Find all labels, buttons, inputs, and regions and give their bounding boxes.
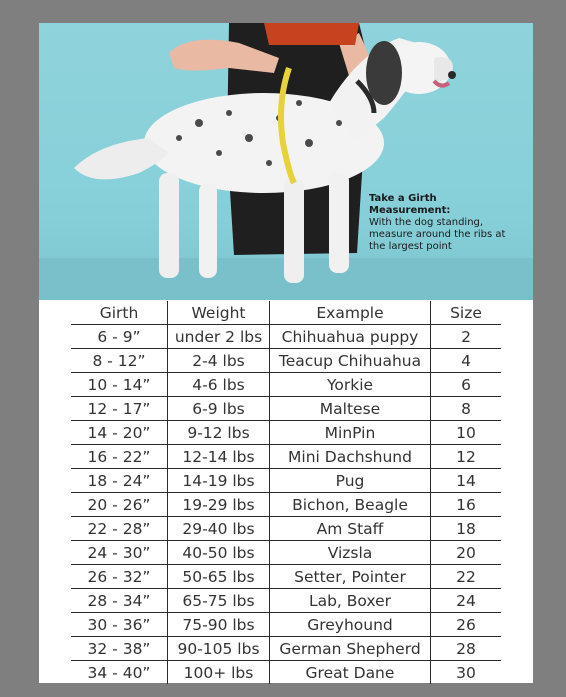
table-row	[71, 493, 501, 517]
header-size: Size	[431, 301, 502, 325]
cell-girth: 8 - 12”	[71, 349, 168, 373]
cell-example: Pug	[270, 469, 431, 493]
cell-example: MinPin	[270, 421, 431, 445]
cell-weight: 2-4 lbs	[168, 349, 270, 373]
cell-example: Bichon, Beagle	[270, 493, 431, 517]
cell-girth: 16 - 22”	[71, 445, 168, 469]
cell-weight: 65-75 lbs	[168, 589, 270, 613]
table-row	[71, 565, 501, 589]
cell-girth: 22 - 28”	[71, 517, 168, 541]
cell-size: 30	[456, 663, 476, 682]
cell-weight: 12-14 lbs	[168, 445, 270, 469]
cell-example: German Shepherd	[270, 637, 431, 661]
cell-girth: 30 - 36”	[71, 613, 168, 637]
cell-weight: 6-9 lbs	[168, 397, 270, 421]
table-header-row	[71, 301, 501, 325]
cell-weight: 75-90 lbs	[168, 613, 270, 637]
cell-girth: 32 - 38”	[71, 637, 168, 661]
cell-weight: 40-50 lbs	[168, 541, 270, 565]
cell-size: 6	[431, 373, 502, 397]
table-row	[71, 589, 501, 613]
cell-example: Lab, Boxer	[270, 589, 431, 613]
cell-example: Yorkie	[270, 373, 431, 397]
dog-measurement-photo	[39, 23, 533, 300]
cell-size: 22	[431, 565, 502, 589]
cell-size: 14	[431, 469, 502, 493]
cell-weight: 19-29 lbs	[168, 493, 270, 517]
cell-size: 8	[431, 397, 502, 421]
cell-size: 20	[431, 541, 502, 565]
cell-girth: 20 - 26”	[71, 493, 168, 517]
cell-size: 28	[431, 637, 502, 661]
table-row	[71, 637, 501, 661]
cell-weight: 4-6 lbs	[168, 373, 270, 397]
cell-weight: 100+ lbs	[168, 661, 270, 685]
cell-girth: 10 - 14”	[71, 373, 168, 397]
cell-weight: 90-105 lbs	[168, 637, 270, 661]
cell-example: Am Staff	[270, 517, 431, 541]
table-row	[71, 349, 501, 373]
table-row	[71, 445, 501, 469]
cell-size: 16	[431, 493, 502, 517]
cell-girth: 34 - 40”	[71, 661, 168, 685]
table-row	[71, 373, 501, 397]
table-row	[71, 325, 501, 349]
cell-example: Setter, Pointer	[270, 565, 431, 589]
cell-example: Mini Dachshund	[270, 445, 431, 469]
cell-weight: 9-12 lbs	[168, 421, 270, 445]
table-row	[71, 469, 501, 493]
cell-example: Teacup Chihuahua	[270, 349, 431, 373]
cell-size: 12	[431, 445, 502, 469]
cell-example: Great Dane	[270, 661, 431, 685]
cell-size: 18	[431, 517, 502, 541]
measurement-caption	[369, 193, 519, 253]
table-row	[71, 421, 501, 445]
cell-girth: 26 - 32”	[71, 565, 168, 589]
header-example: Example	[270, 301, 431, 325]
cell-size: 2	[431, 325, 502, 349]
table-row	[71, 541, 501, 565]
caption-body: With the dog standing, measure around the ribs at the largest point	[369, 217, 506, 252]
size-chart-table	[71, 301, 501, 684]
cell-weight: 14-19 lbs	[168, 469, 270, 493]
cell-size: 26	[431, 613, 502, 637]
header-girth: Girth	[71, 301, 168, 325]
cell-girth: 6 - 9”	[71, 325, 168, 349]
cell-weight: under 2 lbs	[168, 325, 270, 349]
size-chart-card	[39, 23, 533, 683]
table-row	[71, 661, 501, 685]
table-row	[71, 613, 501, 637]
cell-example: Vizsla	[270, 541, 431, 565]
cell-weight: 29-40 lbs	[168, 517, 270, 541]
cell-girth: 28 - 34”	[71, 589, 168, 613]
cell-girth: 24 - 30”	[71, 541, 168, 565]
table-body	[71, 325, 501, 685]
cell-size: 24	[431, 589, 502, 613]
cell-example: Greyhound	[270, 613, 431, 637]
cell-example: Chihuahua puppy	[270, 325, 431, 349]
cell-size: 4	[431, 349, 502, 373]
cell-example: Maltese	[270, 397, 431, 421]
cell-girth: 14 - 20”	[71, 421, 168, 445]
cell-girth: 18 - 24”	[71, 469, 168, 493]
header-weight: Weight	[168, 301, 270, 325]
table-row	[71, 397, 501, 421]
cell-size: 10	[431, 421, 502, 445]
cell-weight: 50-65 lbs	[168, 565, 270, 589]
caption-title: Take a Girth Measurement:	[369, 193, 451, 216]
table-row	[71, 517, 501, 541]
dog-illustration	[39, 23, 533, 300]
cell-girth: 12 - 17”	[71, 397, 168, 421]
